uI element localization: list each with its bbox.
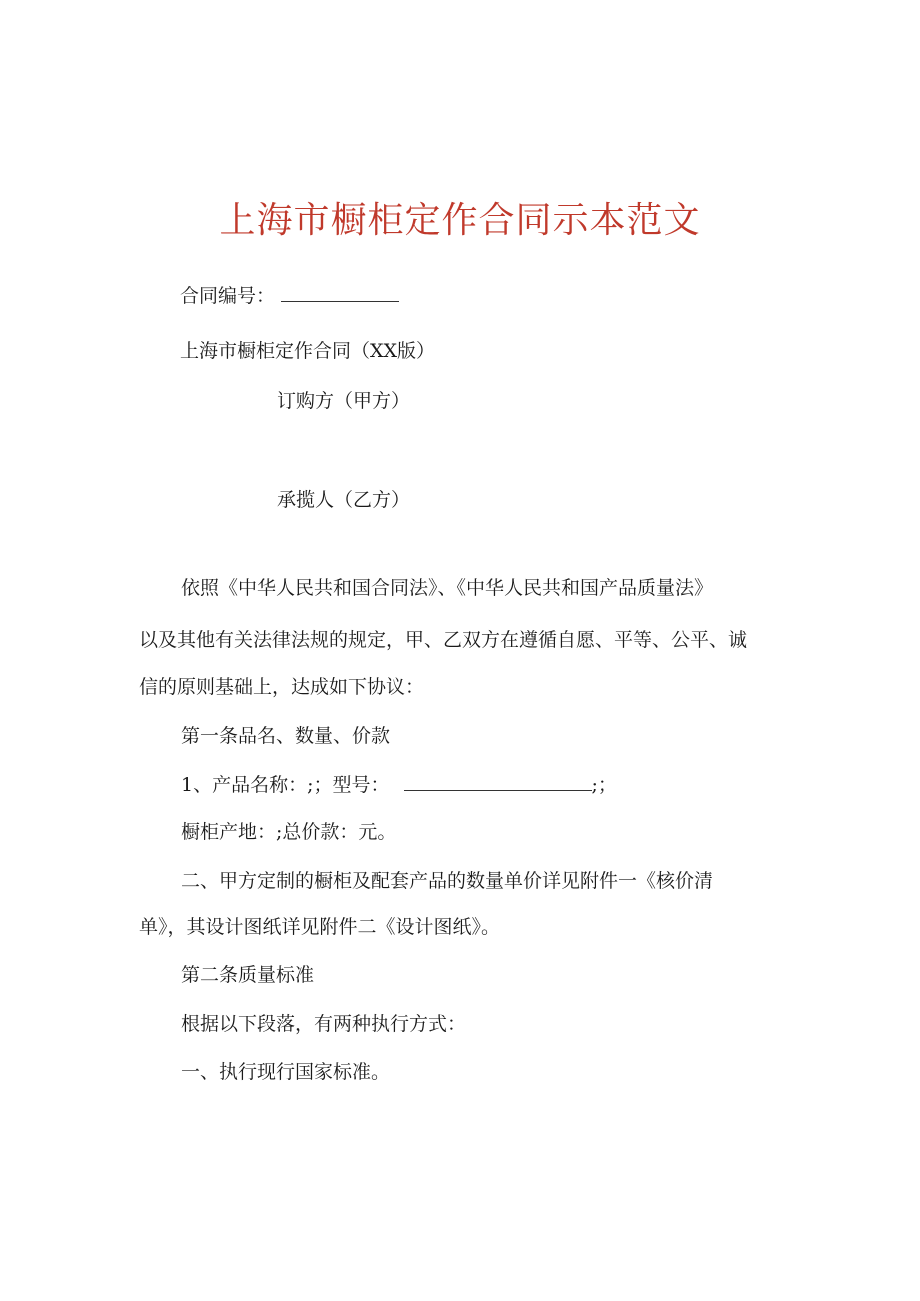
article-2-option-1: 一、执行现行国家标准。 [181,1061,391,1083]
contract-subtitle: 上海市橱柜定作合同（XX版） [180,340,436,362]
item-2-line-2: 单》，其设计图纸详见附件二《设计图纸》。 [139,916,501,938]
intro-paragraph-line-3: 信的原则基础上，达成如下协议： [139,676,425,698]
article-2-intro: 根据以下段落，有两种执行方式： [181,1013,467,1035]
contract-number-blank[interactable] [281,287,399,302]
contract-number-label: 合同编号： [180,285,276,307]
contract-number-row [180,287,399,306]
party-a-label: 订购方（甲方） [277,390,411,412]
document-title: 上海市橱柜定作合同示本范文 [219,200,701,241]
article-1-heading: 第一条品名、数量、价款 [181,725,391,747]
item-1-prefix: 1、产品名称：;；型号： [181,774,390,796]
item-1-line-2: 橱柜产地：;总价款：元。 [181,821,397,843]
intro-paragraph-line-2: 以及其他有关法律法规的规定，甲、乙双方在遵循自愿、平等、公平、诚 [139,629,748,651]
item-1-row [181,776,617,795]
intro-paragraph-line-1: 依照《中华人民共和国合同法》、《中华人民共和国产品质量法》 [181,577,714,599]
party-b-label: 承揽人（乙方） [277,489,411,511]
item-1-suffix: ;； [591,774,617,796]
model-blank[interactable] [404,776,592,791]
article-2-heading: 第二条质量标准 [181,964,315,986]
item-2-line-1: 二、甲方定制的橱柜及配套产品的数量单价详见附件一《核价清 [181,870,714,892]
